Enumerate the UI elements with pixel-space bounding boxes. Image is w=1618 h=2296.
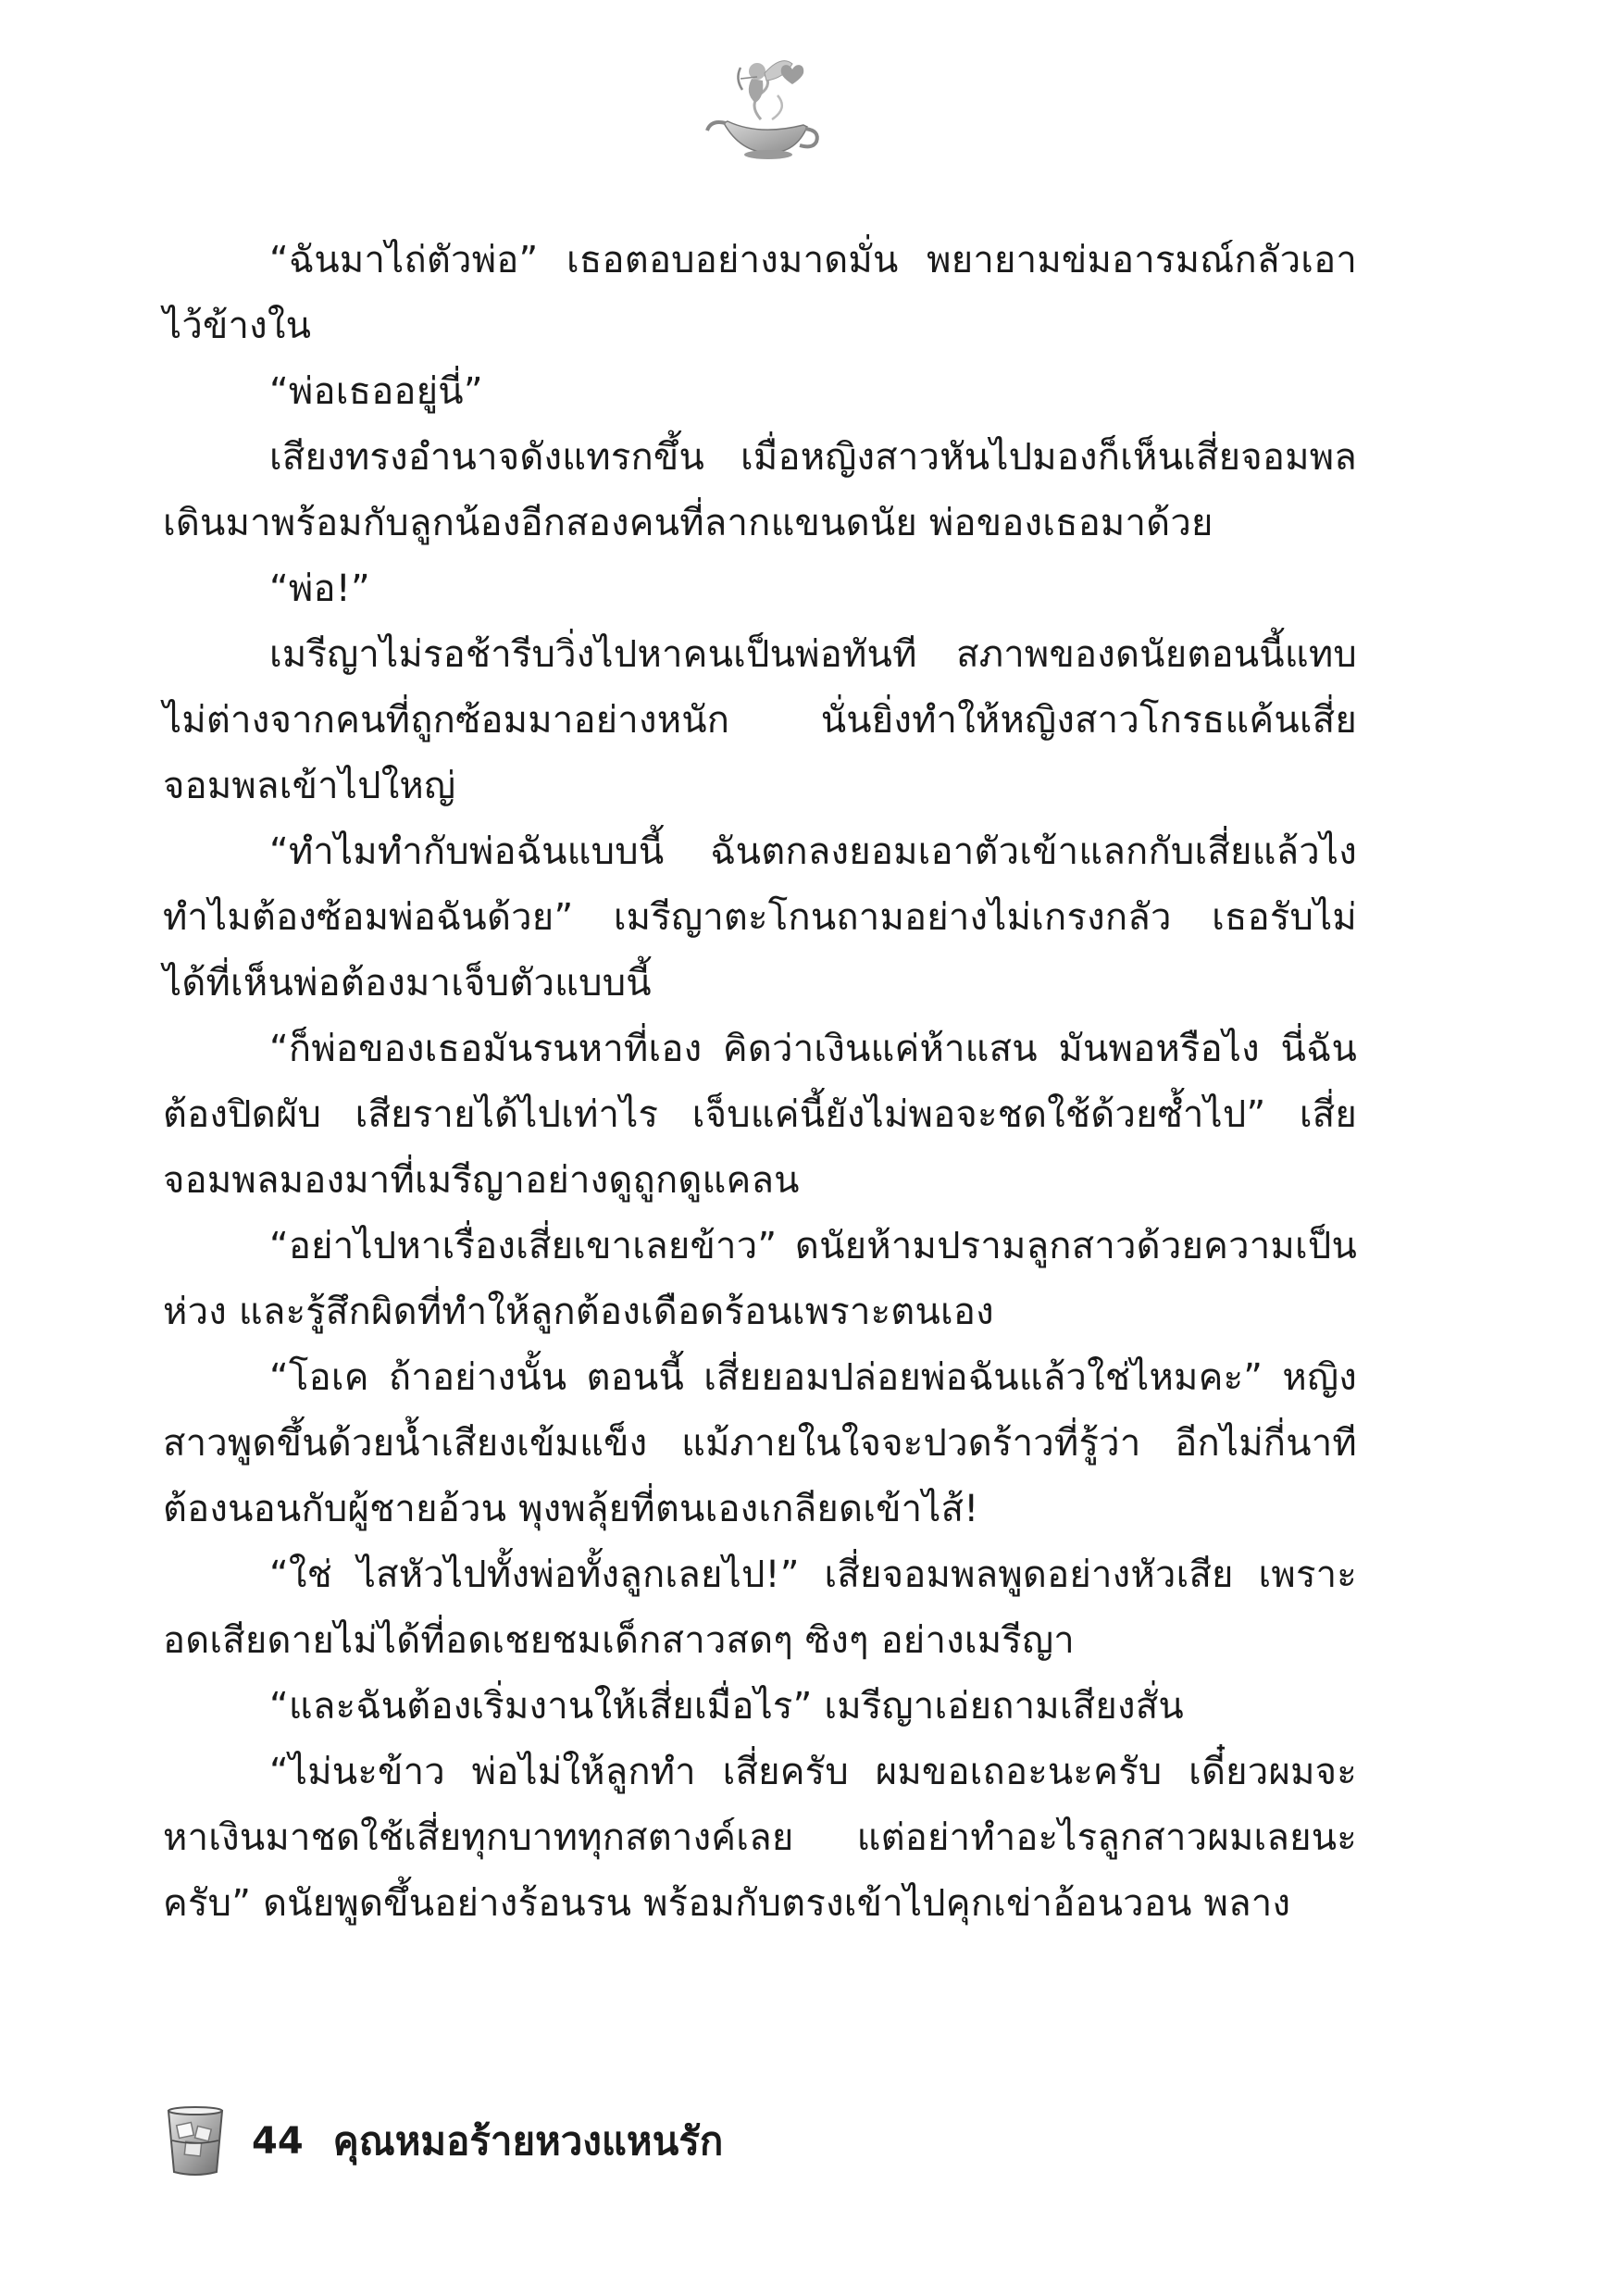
paragraph: “ใช่ ไสหัวไปทั้งพ่อทั้งลูกเลยไป!” เสี่ยจอมพลพูดอย่างหัวเสีย เพราะอดเสียดายไม่ได้ที่อดเชยชมเด็กสาวสดๆ ซิงๆ อย่างเมรีญา (163, 1554, 1357, 1662)
paragraph: “และฉันต้องเริ่มงานให้เสี่ยเมื่อไร” เมรีญาเอ่ยถามเสียงสั่น (269, 1685, 1184, 1728)
paragraph: เสียงทรงอำนาจดังแทรกขึ้น เมื่อหญิงสาวหันไปมองก็เห็นเสี่ยจอมพลเดินมาพร้อมกับลูกน้องอีกสองคนที่ลากแขนดนัย พ่อของเธอมาด้วย (163, 436, 1357, 544)
page-number: 44 (252, 2120, 304, 2163)
book-title: คุณหมอร้ายหวงแหนรัก (332, 2118, 724, 2164)
paragraph: “ทำไมทำกับพ่อฉันแบบนี้ ฉันตกลงยอมเอาตัวเข้าแลกกับเสี่ยแล้วไงทำไมต้องซ้อมพ่อฉันด้วย” เมรีญาตะโกนถามอย่างไม่เกรงกลัว เธอรับไม่ได้ที่เห็นพ่อต้องมาเจ็บตัวแบบนี้ (163, 830, 1357, 1004)
paragraph: “ก็พ่อของเธอมันรนหาที่เอง คิดว่าเงินแค่ห้าแสน มันพอหรือไง นี่ฉันต้องปิดผับ เสียรายได้ไปเท่าไร เจ็บแค่นี้ยังไม่พอจะชดใช้ด้วยซ้ำไป” เสี่ยจอมพลมองมาที่เมรีญาอย่างดูถูกดูแคลน (163, 1028, 1357, 1202)
paragraph: “ไม่นะข้าว พ่อไม่ให้ลูกทำ เสี่ยครับ ผมขอเถอะนะครับ เดี๋ยวผมจะหาเงินมาชดใช้เสี่ยทุกบาททุกสตางค์เลย แต่อย่าทำอะไรลูกสาวผมเลยนะครับ” ดนัยพูดขึ้นอย่างร้อนรน พร้อมกับตรงเข้าไปคุกเข่าอ้อนวอน พลาง (163, 1751, 1357, 1925)
paragraph: “พ่อ!” (269, 568, 370, 610)
paragraph: “พ่อเธออยู่นี่” (269, 370, 483, 413)
chapter-text (163, 228, 1357, 1937)
cupid-teacup-icon (703, 51, 824, 162)
paragraph: “อย่าไปหาเรื่องเสี่ยเขาเลยข้าว” ดนัยห้ามปรามลูกสาวด้วยความเป็นห่วง และรู้สึกผิดที่ทำให้ลูกต้องเดือดร้อนเพราะตนเอง (163, 1225, 1357, 1333)
paragraph: เมรีญาไม่รอช้ารีบวิ่งไปหาคนเป็นพ่อทันที สภาพของดนัยตอนนี้แทบไม่ต่างจากคนที่ถูกซ้อมมาอย่างหนัก นั่นยิ่งทำให้หญิงสาวโกรธแค้นเสี่ยจอมพลเข้าไปใหญ่ (163, 633, 1357, 807)
paragraph: “โอเค ถ้าอย่างนั้น ตอนนี้ เสี่ยยอมปล่อยพ่อฉันแล้วใช่ไหมคะ” หญิงสาวพูดขึ้นด้วยน้ำเสียงเข้มแข็ง แม้ภายในใจจะปวดร้าวที่รู้ว่า อีกไม่กี่นาทีต้องนอนกับผู้ชายอ้วน พุงพลุ้ยที่ตนเองเกลียดเข้าไส้! (163, 1356, 1357, 1530)
paragraph: “ฉันมาไถ่ตัวพ่อ” เธอตอบอย่างมาดมั่น พยายามข่มอารมณ์กลัวเอาไว้ข้างใน (163, 239, 1357, 347)
page-footer (163, 2100, 723, 2183)
glass-with-ice-icon (163, 2105, 228, 2177)
